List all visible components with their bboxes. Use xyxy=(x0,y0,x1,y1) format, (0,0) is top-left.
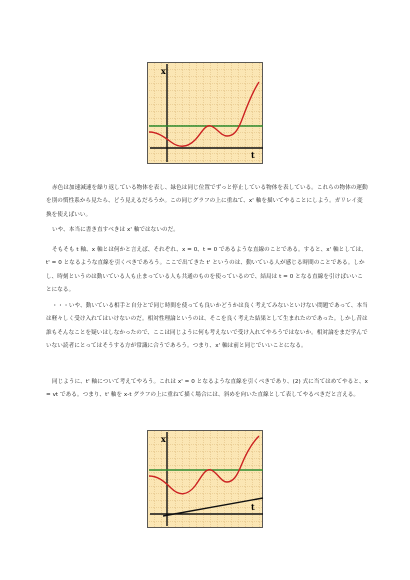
graph-figure-2 xyxy=(147,430,267,530)
paragraph-5: 同じように、t' 軸について考えてやろう。これは x' = 0 となるような直線を引くべきであり、(2) 式に当てはめてやると、x = vt である。つまり、t' 軸を x-t グラフの上に重ねて描く場合には、斜めを向いた直線として表してやるべきだと言える。 xyxy=(46,379,368,399)
paragraph-3: そもそも t 軸、x 軸とは何かと言えば、それぞれ、x = 0、t = 0 であるような直線のことである。すると、x' 軸としては、t' = 0 となるような直線を引くべきであろう。ここで出てきた t' というのは、動いている人が感じる時間のことである。しかし、時刻というのは動いている人も止まっている人も共通のものを使っているので、結局は t = 0 となる直線を引けばいいことになる。 xyxy=(46,247,367,294)
graph-1-ylabel: x' xyxy=(161,66,169,76)
graph-2-grid xyxy=(148,431,263,528)
graph-2-svg xyxy=(147,430,267,530)
graph-1-xlabel: t xyxy=(251,150,255,160)
graph-figure-1 xyxy=(147,62,267,166)
graph-1-svg xyxy=(147,62,267,166)
paragraph-2: いや、本当に書き直すべきは x' 軸ではないのだ。 xyxy=(52,227,179,233)
paragraph-1: 赤色は加速減速を繰り返している物体を表し、緑色は同じ位置でずっと停止している物体を表している。これらの物体の運動を別の慣性系から見たら、どう見えるだろうか。この同じグラフの上に重ねて、x' 軸を描いてやることにしよう。ガリレイ変換を使えばいい。 xyxy=(46,185,368,218)
graph-2-ylabel: x' xyxy=(161,434,169,444)
graph-2-xlabel: t xyxy=(251,502,255,512)
paragraph-4: ・・・いや、動いている相手と自分とで同じ時間を使っても良いかどうかは良く考えてみないといけない問題であって、本当は軽々しく受け入れてはいけないのだ。相対性理論というのは、そこを良く考えた結果として生まれたのであった。しかし昔は誰もそんなことを疑いはしなかったので、ここは同じように何も考えないで受け入れてやろうではないか。相対論をまだ学んでいない読者にとってはそうする方が常識に合うであろう。つまり、x' 軸は前と同じでいいことになる。 xyxy=(46,303,368,350)
